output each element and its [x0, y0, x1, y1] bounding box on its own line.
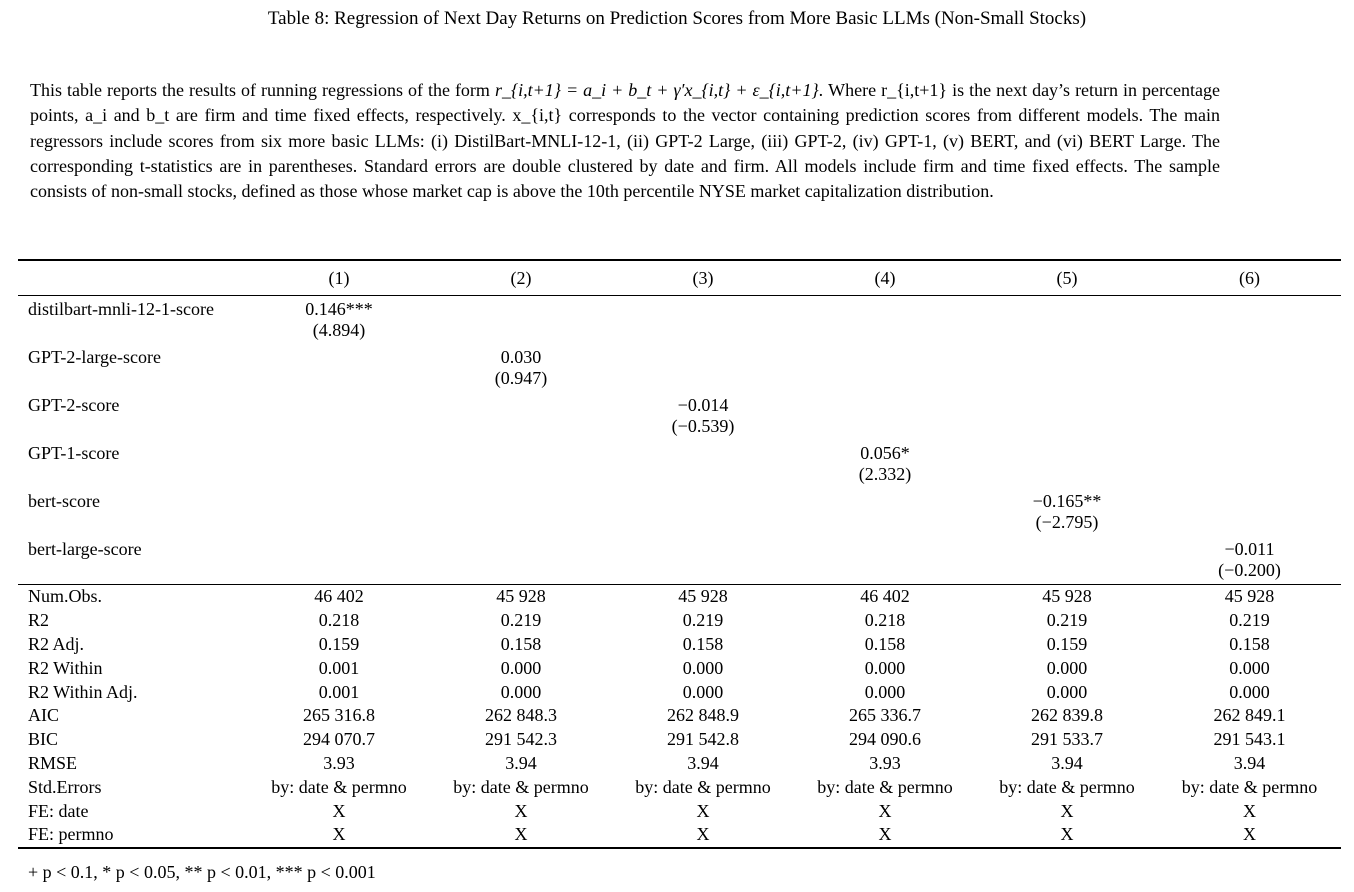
empty-cell: [248, 488, 430, 512]
empty-cell: [1158, 416, 1341, 440]
statistic-row: [18, 775, 1341, 799]
empty-cell: [976, 464, 1158, 488]
coefficient-label: GPT-2-score: [28, 395, 120, 415]
statistic-value: 0.000: [864, 657, 906, 678]
empty-cell: [248, 440, 430, 464]
statistic-value: 291 533.7: [1031, 729, 1103, 750]
statistic-value: 3.94: [1233, 752, 1266, 773]
empty-cell: [430, 296, 612, 321]
empty-cell: [794, 536, 976, 560]
coefficient-row: [18, 488, 1341, 512]
statistic-value: X: [1060, 800, 1074, 821]
empty-cell: [1158, 488, 1341, 512]
empty-cell: [976, 320, 1158, 344]
statistic-value: 262 849.1: [1213, 705, 1286, 726]
coefficient-tstat: (2.332): [858, 464, 912, 484]
empty-cell: [794, 560, 976, 585]
empty-cell: [430, 416, 612, 440]
coefficient-tstat: (−0.200): [1218, 560, 1281, 580]
statistic-label: FE: date: [28, 800, 89, 821]
statistic-label: Std.Errors: [28, 776, 102, 797]
statistic-value: 0.000: [1229, 681, 1270, 702]
empty-cell: [794, 368, 976, 392]
coefficient-estimate: 0.146***: [305, 299, 373, 319]
statistic-value: by: date & permno: [817, 776, 953, 797]
empty-cell: [1158, 440, 1341, 464]
table-caption: Table 8: Regression of Next Day Returns on Prediction Scores from More Basic LLMs (Non-Small Stocks): [267, 8, 1087, 29]
empty-cell: [1158, 512, 1341, 536]
empty-cell: [976, 368, 1158, 392]
statistic-row: [18, 728, 1341, 752]
empty-cell: [612, 320, 794, 344]
statistic-value: 0.159: [318, 633, 360, 654]
statistic-value: 0.158: [864, 633, 906, 654]
coefficient-tstat: (4.894): [312, 320, 366, 340]
coefficient-tstat: (−2.795): [1035, 512, 1099, 532]
statistic-value: 0.218: [318, 610, 360, 631]
statistic-value: X: [1060, 824, 1074, 845]
column-header: (5): [1056, 267, 1078, 288]
coefficient-estimate: 0.056*: [860, 443, 910, 463]
column-header: (4): [874, 267, 896, 288]
statistic-label: Num.Obs.: [28, 586, 103, 607]
tstat-row: [18, 560, 1341, 585]
tstat-row: [18, 512, 1341, 536]
empty-cell: [1158, 296, 1341, 321]
statistic-value: 0.000: [1046, 657, 1088, 678]
regression-formula: r_{i,t+1} = a_i + b_t + γ′x_{i,t} + ε_{i,t+1}: [494, 80, 819, 100]
statistic-value: X: [696, 824, 710, 845]
empty-cell: [248, 464, 430, 488]
statistic-value: 0.159: [1046, 633, 1088, 654]
empty-cell: [976, 440, 1158, 464]
significance-footnote: + p < 0.1, * p < 0.05, ** p < 0.01, *** p < 0.001: [28, 862, 376, 882]
empty-cell: [612, 488, 794, 512]
empty-cell: [976, 392, 1158, 416]
statistic-label: R2 Within Adj.: [28, 681, 138, 702]
coefficient-row: [18, 440, 1341, 464]
description-intro: This table reports the results of running regressions of the form: [30, 80, 495, 100]
statistic-value: 46 402: [860, 586, 910, 607]
statistic-value: 3.93: [869, 752, 901, 773]
empty-cell: [612, 344, 794, 368]
statistic-value: 291 542.8: [667, 729, 739, 750]
coefficient-row: [18, 296, 1341, 321]
coefficient-label: GPT-2-large-score: [28, 347, 161, 367]
statistic-value: 291 543.1: [1213, 729, 1286, 750]
statistic-row: [18, 680, 1341, 704]
empty-cell: [976, 296, 1158, 321]
statistic-row: [18, 656, 1341, 680]
statistic-value: X: [878, 800, 892, 821]
empty-cell: [612, 368, 794, 392]
coefficient-estimate: −0.165**: [1032, 491, 1102, 511]
statistic-value: 262 839.8: [1031, 705, 1103, 726]
coefficient-tstat: (0.947): [494, 368, 548, 388]
empty-cell: [794, 416, 976, 440]
empty-cell: [248, 344, 430, 368]
statistic-value: X: [1243, 824, 1256, 845]
statistic-value: 265 316.8: [303, 705, 375, 726]
statistic-value: 45 928: [1042, 586, 1092, 607]
empty-cell: [430, 440, 612, 464]
column-header: (3): [692, 267, 714, 288]
statistic-value: X: [696, 800, 710, 821]
empty-cell: [248, 560, 430, 585]
statistic-value: 265 336.7: [849, 705, 921, 726]
column-header: (6): [1239, 267, 1260, 288]
statistic-value: X: [514, 800, 528, 821]
statistic-value: 3.94: [687, 752, 719, 773]
column-header: (1): [328, 267, 350, 288]
statistic-label: RMSE: [28, 752, 78, 773]
empty-cell: [430, 488, 612, 512]
statistic-row: [18, 752, 1341, 776]
empty-cell: [794, 512, 976, 536]
statistic-value: 0.000: [1046, 681, 1088, 702]
statistic-row: [18, 585, 1341, 609]
statistic-value: X: [332, 800, 346, 821]
empty-cell: [430, 320, 612, 344]
empty-cell: [794, 392, 976, 416]
empty-cell: [1158, 344, 1341, 368]
statistic-row: [18, 633, 1341, 657]
statistic-value: 3.94: [1051, 752, 1083, 773]
coefficient-section: [18, 296, 1341, 585]
empty-cell: [976, 536, 1158, 560]
empty-cell: [612, 560, 794, 585]
statistic-value: 3.93: [323, 752, 355, 773]
coefficient-tstat: (−0.539): [671, 416, 735, 436]
empty-cell: [430, 560, 612, 585]
empty-cell: [1158, 320, 1341, 344]
tstat-row: [18, 464, 1341, 488]
statistic-value: X: [1243, 800, 1256, 821]
statistic-value: by: date & permno: [635, 776, 771, 797]
tstat-row: [18, 320, 1341, 344]
statistic-value: 46 402: [314, 586, 364, 607]
coefficient-label: bert-score: [28, 491, 100, 511]
empty-cell: [612, 536, 794, 560]
empty-cell: [248, 416, 430, 440]
statistic-value: 45 928: [1224, 586, 1275, 607]
statistics-section: [18, 585, 1341, 848]
column-header: (2): [510, 267, 532, 288]
empty-cell: [612, 512, 794, 536]
column-header-row: [18, 260, 1341, 296]
statistic-value: 0.219: [500, 610, 542, 631]
statistic-value: by: date & permno: [271, 776, 407, 797]
statistic-value: by: date & permno: [453, 776, 589, 797]
statistic-value: 0.158: [500, 633, 542, 654]
empty-cell: [612, 440, 794, 464]
statistic-label: R2: [28, 610, 50, 631]
statistic-row: [18, 823, 1341, 848]
empty-cell: [248, 536, 430, 560]
empty-cell: [794, 296, 976, 321]
statistic-value: 0.219: [1229, 610, 1270, 631]
empty-cell: [248, 512, 430, 536]
statistic-value: 0.000: [682, 681, 724, 702]
empty-cell: [1158, 464, 1341, 488]
empty-cell: [248, 368, 430, 392]
statistic-value: 294 070.7: [303, 729, 375, 750]
empty-cell: [1158, 368, 1341, 392]
empty-cell: [430, 512, 612, 536]
table-description: [30, 78, 1220, 204]
coefficient-label: distilbart-mnli-12-1-score: [28, 299, 214, 319]
statistic-value: 291 542.3: [485, 729, 557, 750]
coefficient-row: [18, 344, 1341, 368]
statistic-value: 294 090.6: [849, 729, 921, 750]
statistic-value: 262 848.3: [485, 705, 557, 726]
regression-table: [18, 259, 1341, 849]
statistic-row: [18, 704, 1341, 728]
statistic-value: X: [514, 824, 528, 845]
empty-cell: [794, 344, 976, 368]
statistic-row: [18, 799, 1341, 823]
statistic-row: [18, 609, 1341, 633]
statistic-value: 0.158: [1229, 633, 1270, 654]
statistic-value: 0.001: [318, 657, 360, 678]
empty-cell: [248, 392, 430, 416]
statistic-value: 0.000: [500, 681, 542, 702]
statistic-label: R2 Within: [28, 657, 103, 678]
coefficient-estimate: 0.030: [500, 347, 542, 367]
empty-cell: [612, 464, 794, 488]
coefficient-row: [18, 536, 1341, 560]
statistic-value: 0.000: [864, 681, 906, 702]
statistic-value: X: [332, 824, 346, 845]
empty-cell: [612, 296, 794, 321]
statistic-value: 3.94: [505, 752, 537, 773]
statistic-value: by: date & permno: [1181, 776, 1318, 797]
coefficient-row: [18, 392, 1341, 416]
statistic-value: 0.001: [318, 681, 360, 702]
empty-cell: [794, 488, 976, 512]
empty-cell: [430, 464, 612, 488]
empty-cell: [976, 416, 1158, 440]
statistic-value: 0.000: [1229, 657, 1270, 678]
statistic-value: 0.219: [1046, 610, 1088, 631]
coefficient-estimate: −0.014: [677, 395, 729, 415]
statistic-value: 0.000: [500, 657, 542, 678]
coefficient-estimate: −0.011: [1224, 539, 1275, 559]
statistic-value: 45 928: [678, 586, 728, 607]
header-label-cell: [18, 260, 248, 296]
statistic-label: BIC: [28, 729, 59, 750]
coefficient-label: GPT-1-score: [28, 443, 120, 463]
statistic-value: by: date & permno: [999, 776, 1135, 797]
empty-cell: [430, 392, 612, 416]
empty-cell: [976, 344, 1158, 368]
empty-cell: [430, 536, 612, 560]
tstat-row: [18, 368, 1341, 392]
empty-cell: [1158, 392, 1341, 416]
coefficient-label: bert-large-score: [28, 539, 142, 559]
statistic-value: 262 848.9: [667, 705, 739, 726]
statistic-value: X: [878, 824, 892, 845]
description-body: . Where r_{i,t+1} is the next day’s return in percentage points, a_i and b_t are firm and time fixed effects, respectively. x_{i,t} corresponds to the vector containing prediction scores from different models. The main regressors include scores from six more basic LLMs: (i) DistilBart-MNLI-12-1, (ii) GPT-2 Large, (iii) GPT-2, (iv) GPT-1, (v) BERT, and (vi) BERT Large. The corresponding t-statistics are in parentheses. Standard errors are double clustered by date and firm. All models include firm and time fixed effects. The sample consists of non-small stocks, defined as those whose market cap is above the 10th percentile NYSE market capitalization distribution.: [30, 80, 1220, 202]
statistic-label: FE: permno: [28, 824, 114, 845]
statistic-value: 0.158: [682, 633, 724, 654]
empty-cell: [794, 320, 976, 344]
statistic-label: R2 Adj.: [28, 633, 85, 654]
statistic-value: 0.000: [682, 657, 724, 678]
tstat-row: [18, 416, 1341, 440]
statistic-value: 45 928: [496, 586, 546, 607]
empty-cell: [976, 560, 1158, 585]
statistic-label: AIC: [28, 705, 59, 726]
statistic-value: 0.219: [682, 610, 724, 631]
statistic-value: 0.218: [864, 610, 906, 631]
